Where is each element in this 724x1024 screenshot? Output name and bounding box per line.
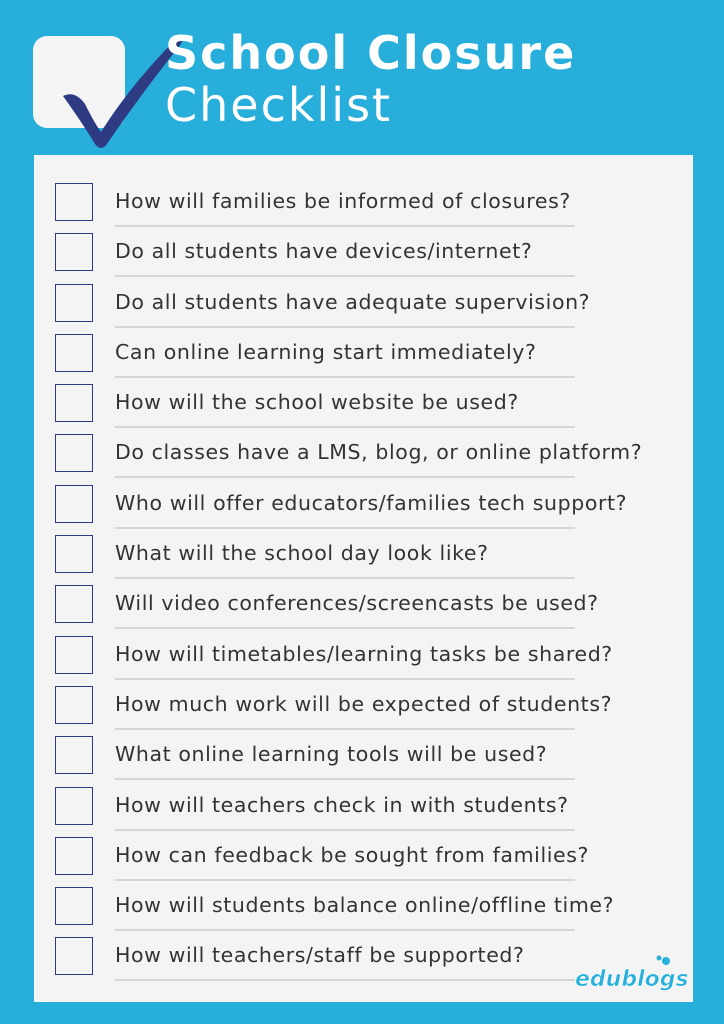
edublogs-logo <box>573 952 689 996</box>
divider <box>115 275 575 277</box>
checklist-card <box>34 155 693 1002</box>
checkbox[interactable] <box>55 284 93 322</box>
checklist-item <box>34 585 693 635</box>
checkbox[interactable] <box>55 636 93 674</box>
checklist-item-label: How can feedback be sought from families? <box>115 842 590 867</box>
checkbox[interactable] <box>55 233 93 271</box>
checklist-item <box>34 787 693 837</box>
checkbox[interactable] <box>55 887 93 925</box>
checklist-item-label: What will the school day look like? <box>115 541 489 566</box>
checkbox[interactable] <box>55 837 93 875</box>
checklist-item-label: How will timetables/learning tasks be shared? <box>115 641 613 666</box>
checklist-item-label: How will students balance online/offline time? <box>115 893 615 918</box>
checklist-item <box>34 887 693 937</box>
checklist-item <box>34 284 693 334</box>
checkbox[interactable] <box>55 434 93 472</box>
divider <box>115 225 575 227</box>
divider <box>115 476 575 478</box>
divider <box>115 627 575 629</box>
checklist-item-label: Will video conferences/screencasts be used? <box>115 591 599 616</box>
checklist-item <box>34 183 693 233</box>
checklist-item <box>34 837 693 887</box>
divider <box>115 829 575 831</box>
checklist-item <box>34 434 693 484</box>
divider <box>115 979 575 981</box>
checklist-item <box>34 334 693 384</box>
divider <box>115 527 575 529</box>
checklist-item <box>34 535 693 585</box>
checklist-item <box>34 636 693 686</box>
checklist-item-label: How will families be informed of closures? <box>115 189 571 213</box>
checklist-item-label: Can online learning start immediately? <box>115 339 537 364</box>
checklist-item-label: Do all students have devices/internet? <box>115 239 533 264</box>
divider <box>115 728 575 730</box>
checklist-item <box>34 686 693 736</box>
checklist-item-label: Do all students have adequate supervision? <box>115 289 591 314</box>
checklist-item-label: How will teachers check in with students? <box>115 792 569 817</box>
checklist <box>34 183 693 988</box>
divider <box>115 678 575 680</box>
checkbox[interactable] <box>55 787 93 825</box>
checkbox[interactable] <box>55 183 93 221</box>
title-line-1: School Closure <box>165 26 577 80</box>
checklist-item <box>34 736 693 786</box>
divider <box>115 929 575 931</box>
logo-badge <box>33 36 125 128</box>
divider <box>115 326 575 328</box>
checkbox[interactable] <box>55 384 93 422</box>
checkbox[interactable] <box>55 485 93 523</box>
checklist-item <box>34 233 693 283</box>
checklist-item-label: Do classes have a LMS, blog, or online platform? <box>115 440 643 465</box>
checkbox[interactable] <box>55 937 93 975</box>
checklist-item-label: How much work will be expected of students? <box>115 691 613 716</box>
title-line-2: Checklist <box>165 78 393 132</box>
checkbox[interactable] <box>55 686 93 724</box>
divider <box>115 376 575 378</box>
divider <box>115 426 575 428</box>
divider <box>115 577 575 579</box>
checklist-item <box>34 384 693 434</box>
page-title <box>165 26 577 132</box>
checklist-item <box>34 485 693 535</box>
checkbox[interactable] <box>55 585 93 623</box>
checkbox[interactable] <box>55 736 93 774</box>
divider <box>115 879 575 881</box>
checkbox[interactable] <box>55 535 93 573</box>
divider <box>115 778 575 780</box>
checklist-item-label: What online learning tools will be used? <box>115 742 548 767</box>
checklist-item-label: How will teachers/staff be supported? <box>115 943 525 968</box>
checklist-item-label: How will the school website be used? <box>115 390 519 415</box>
brand-text: edublogs <box>575 967 689 992</box>
checklist-item-label: Who will offer educators/families tech support? <box>115 490 628 515</box>
checkbox[interactable] <box>55 334 93 372</box>
